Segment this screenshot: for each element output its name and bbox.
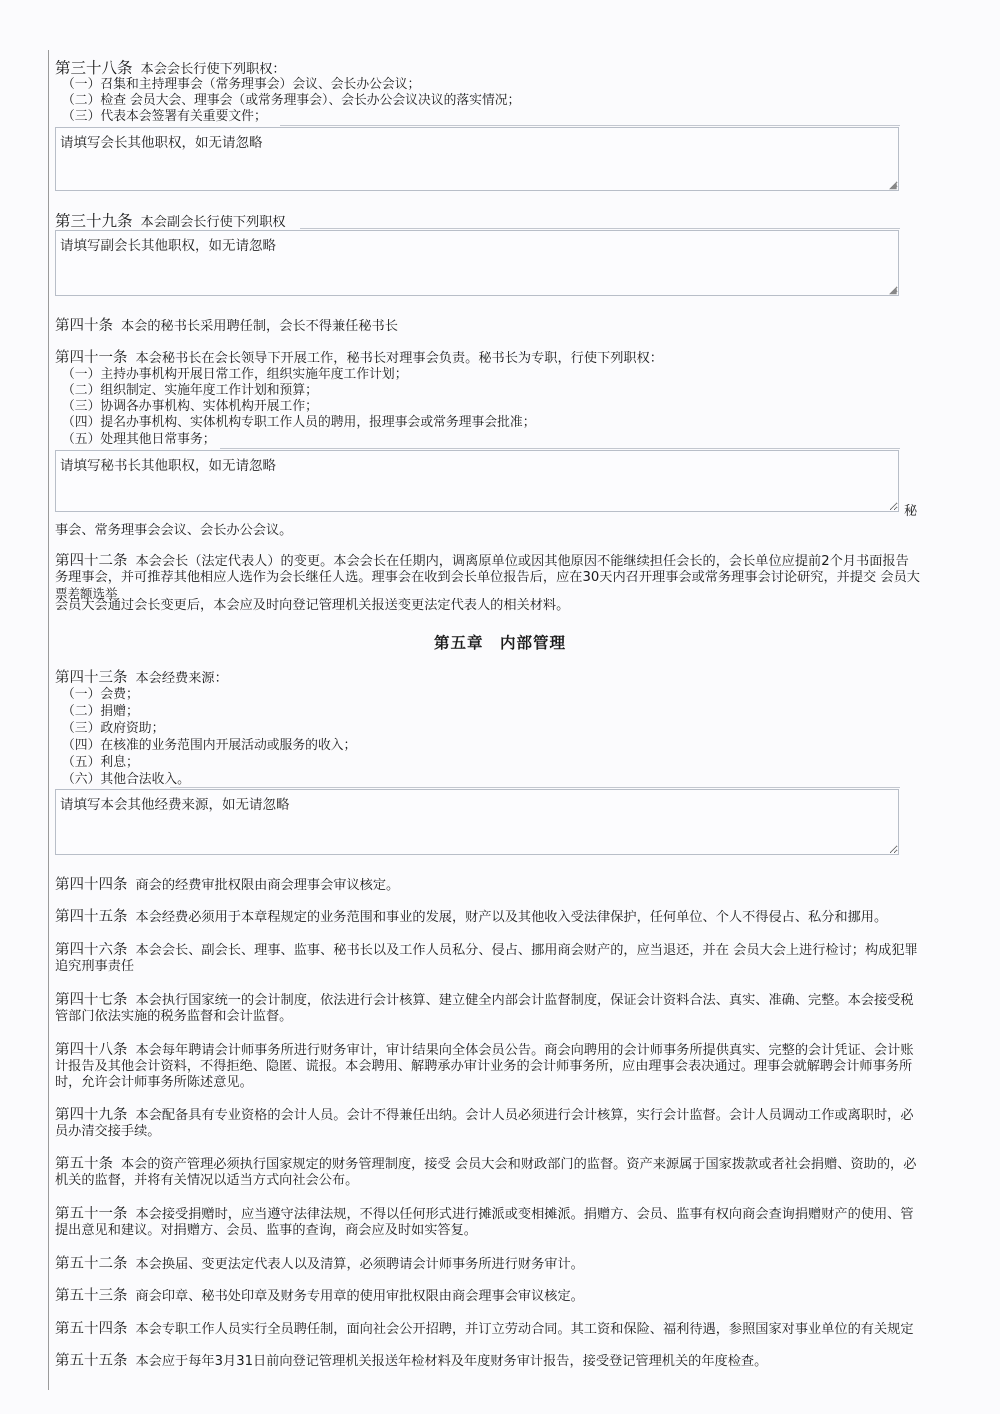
article-number: 第四十四条 (55, 877, 128, 893)
article-number: 第五十条 (55, 1156, 113, 1172)
article-48-line: 计报告及其他会计资料，不得拒绝、隐匿、谎报。本会聘用、解聘承办审计业务的会计师事务所，应由理事会表决通过。理事会就解聘会计师事务所 (55, 1059, 913, 1074)
article-text: 商会的经费审批权限由商会理事会审议核定。 (135, 878, 400, 893)
list-item: （三）协调各办事机构、实体机构开展工作； (62, 399, 318, 414)
article-text: 本会的秘书长采用聘任制，会长不得兼任秘书长 (121, 319, 398, 334)
left-margin-line (48, 50, 49, 1390)
chapter-title: 第五章 内部管理 (433, 634, 566, 652)
article-text: 本会配备具有专业资格的会计人员。会计不得兼任出纳。会计人员必须进行会计核算，实行会计监督。会计人员调动工作或离职时，必 (135, 1108, 914, 1123)
article-40 (55, 318, 398, 335)
article-48-line: 时，允许会计师事务所陈述意见。 (55, 1075, 253, 1090)
article-text: 本会接受捐赠时，应当遵守法律法规，不得以任何形式进行摊派或变相摊派。捐赠方、会员、监事有权向商会查询捐赠财产的使用、管 (135, 1207, 914, 1222)
resize-handle-icon[interactable]: ◢ (889, 285, 897, 296)
list-item: （四）在核准的业务范围内开展活动或服务的收入； (62, 738, 357, 753)
list-item: （一）召集和主持理事会（常务理事会）会议、会长办公会议； (62, 77, 421, 92)
list-item: （五）处理其他日常事务； (62, 432, 216, 447)
list-item: （二）捐赠； (62, 704, 139, 719)
clipped-text: 秘 (904, 504, 918, 519)
article-number: 第四十三条 (55, 670, 128, 686)
article-text: 本会经费来源： (135, 671, 228, 686)
article-54 (55, 1321, 945, 1338)
president-duties-input[interactable] (55, 127, 899, 191)
article-41 (55, 350, 663, 367)
article-number: 第四十二条 (55, 553, 128, 569)
article-text: 本会副会长行使下列职权 (140, 215, 286, 230)
article-number: 第四十七条 (55, 992, 128, 1008)
list-item: （三）代表本会签署有关重要文件； (62, 109, 267, 124)
article-number: 第五十一条 (55, 1206, 128, 1222)
article-51 (55, 1206, 945, 1223)
article-number: 第三十八条 (55, 59, 133, 77)
article-text: 本会每年聘请会计师事务所进行财务审计，审计结果向全体会员公告。商会向聘用的会计师事务所提供真实、完整的会计凭证、会计账 (135, 1043, 914, 1058)
list-item: （五）利息； (62, 755, 139, 770)
article-45 (55, 909, 887, 926)
resize-handle-icon[interactable]: ◢ (889, 180, 897, 191)
article-number: 第三十九条 (55, 212, 133, 230)
article-number: 第五十三条 (55, 1288, 128, 1304)
article-49 (55, 1107, 945, 1124)
article-53 (55, 1288, 584, 1305)
article-number: 第四十九条 (55, 1107, 128, 1123)
article-number: 第四十六条 (55, 942, 128, 958)
list-item: （一）会费； (62, 687, 139, 702)
article-47 (55, 992, 945, 1009)
article-text: 本会专职工作人员实行全员聘任制，面向社会公开招聘，并订立劳动合同。其工资和保险、福利待遇，参照国家对事业单位的有关规定 (135, 1322, 914, 1337)
article-text: 本会的资产管理必须执行国家规定的财务管理制度，接受 会员大会和财政部门的监督。资产来源属于国家拨款或者社会捐赠、资助的，必 (121, 1157, 917, 1172)
article-text: 本会应于每年3月31日前向登记管理机关报送年检材料及年度财务审计报告，接受登记管理机关的年度检查。 (135, 1354, 768, 1369)
vice-president-duties-input[interactable] (55, 230, 899, 296)
article-52 (55, 1256, 584, 1273)
article-number: 第五十五条 (55, 1353, 128, 1369)
article-number: 第五十四条 (55, 1321, 128, 1337)
divider (280, 125, 900, 126)
article-41-tail: 事会、常务理事会会议、会长办公会议。 (55, 523, 293, 538)
article-44 (55, 877, 399, 894)
article-50 (55, 1156, 945, 1173)
article-49-line: 员办清交接手续。 (55, 1124, 161, 1139)
article-text: 本会秘书长在会长领导下开展工作，秘书长对理事会负责。秘书长为专职，行使下列职权： (135, 351, 663, 366)
list-item: （四）提名办事机构、实体机构专职工作人员的聘用，报理事会或常务理事会批准； (62, 415, 536, 430)
article-number: 第五十二条 (55, 1256, 128, 1272)
article-42 (55, 553, 945, 570)
article-51-line: 提出意见和建议。对捐赠方、会员、监事的查询，商会应及时如实答复。 (55, 1223, 477, 1238)
article-46-line: 追究刑事责任 (55, 959, 135, 974)
article-42-line: 票差额选举 (55, 586, 118, 601)
article-42-line: 会员大会通过会长变更后，本会应及时向登记管理机关报送变更法定代表人的相关材料。 (55, 598, 570, 613)
list-item: （六）其他合法收入。 (62, 772, 190, 787)
article-text: 本会执行国家统一的会计制度，依法进行会计核算、建立健全内部会计监督制度，保证会计资料合法、真实、准确、完整。本会接受税 (135, 993, 914, 1008)
article-text: 本会会长（法定代表人）的变更。本会会长在任期内，调离原单位或因其他原因不能继续担任会长的，会长单位应提前2个月书面报告 (135, 554, 909, 569)
article-number: 第四十八条 (55, 1042, 128, 1058)
article-50-line: 机关的监督，并将有关情况以适当方式向社会公布。 (55, 1173, 359, 1188)
article-55 (55, 1353, 767, 1370)
divider (170, 787, 900, 788)
article-48 (55, 1042, 945, 1059)
list-item: （三）政府资助； (62, 721, 165, 736)
article-number: 第四十条 (55, 318, 113, 334)
article-number: 第四十五条 (55, 909, 128, 925)
divider (220, 448, 900, 449)
article-text: 本会会长、副会长、理事、监事、秘书长以及工作人员私分、侵占、挪用商会财产的，应当退还，并在 会员大会上进行检讨；构成犯罪 (135, 943, 918, 958)
article-46 (55, 942, 945, 959)
article-42-line: 务理事会，并可推荐其他相应人选作为会长继任人选。理事会在收到会长单位报告后，应在30天内召开理事会或常务理事会讨论研究，并提交 会员大 (55, 570, 920, 585)
article-text: 本会经费必须用于本章程规定的业务范围和事业的发展，财产以及其他收入受法律保护，任何单位、个人不得侵占、私分和挪用。 (135, 910, 888, 925)
funding-sources-input[interactable] (55, 789, 899, 855)
article-47-line: 管部门依法实施的税务监督和会计监督。 (55, 1009, 293, 1024)
article-38 (55, 60, 286, 78)
list-item: （一）主持办事机构开展日常工作，组织实施年度工作计划； (62, 367, 408, 382)
article-number: 第四十一条 (55, 350, 128, 366)
article-text: 商会印章、秘书处印章及财务专用章的使用审批权限由商会理事会审议核定。 (135, 1289, 584, 1304)
article-43 (55, 670, 228, 687)
list-item: （二）组织制定、实施年度工作计划和预算； (62, 383, 318, 398)
article-text: 本会会长行使下列职权： (140, 62, 286, 77)
divider (300, 228, 900, 229)
list-item: （二）检查 会员大会、理事会（或常务理事会）、会长办公会议决议的落实情况； (62, 93, 521, 108)
secretary-duties-input[interactable] (55, 450, 899, 512)
article-39 (55, 213, 286, 231)
article-text: 本会换届、变更法定代表人以及清算，必须聘请会计师事务所进行财务审计。 (135, 1257, 584, 1272)
